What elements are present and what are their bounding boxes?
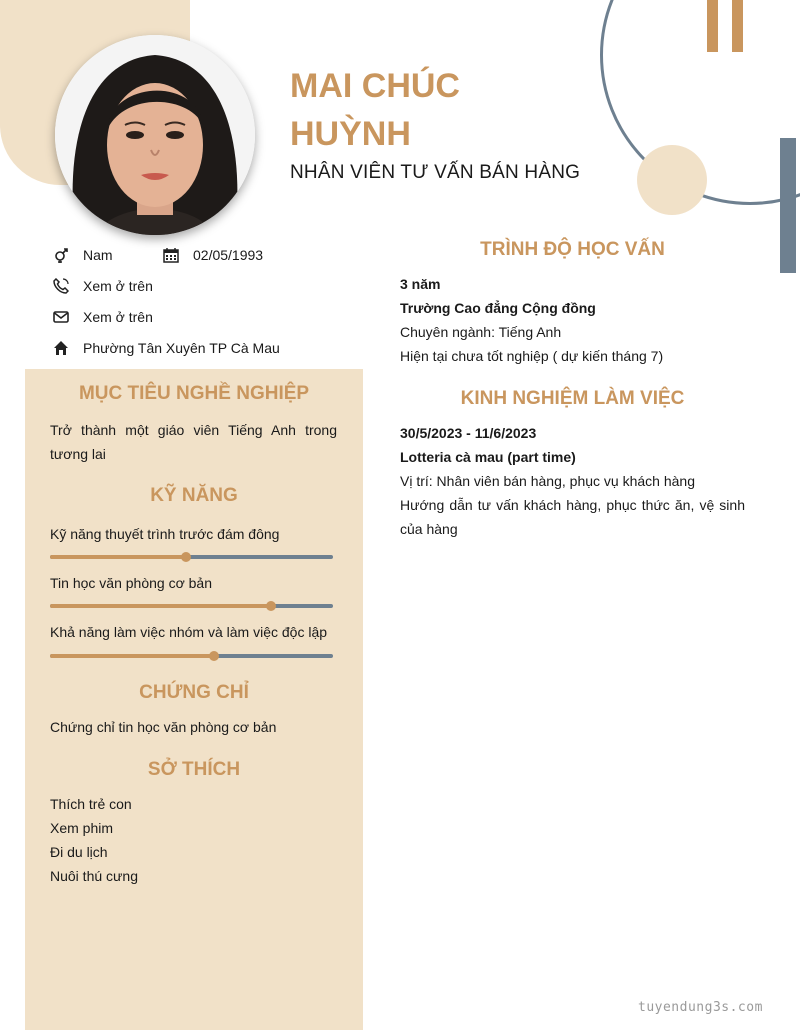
gender-value: Nam	[83, 247, 113, 263]
skill-label: Khả năng làm việc nhóm và làm việc độc lập	[50, 624, 328, 640]
hobby-item: Đi du lịch	[50, 844, 108, 860]
career-goal-title: MỤC TIÊU NGHỀ NGHIỆP	[78, 383, 310, 404]
address-value: Phường Tân Xuyên TP Cà Mau	[83, 340, 280, 356]
gender-icon	[52, 246, 70, 264]
experience-position: Vị trí: Nhân viên bán hàng, phục vụ khách hàng	[400, 473, 695, 489]
experience-company: Lotteria cà mau (part time)	[400, 449, 576, 465]
address-row	[52, 339, 280, 357]
birthdate-row	[162, 246, 263, 264]
skill-label: Tin học văn phòng cơ bản	[50, 575, 212, 591]
education-status: Hiện tại chưa tốt nghiệp ( dự kiến tháng 7)	[400, 348, 664, 364]
watermark: tuyendung3s.com	[638, 1000, 763, 1015]
profile-photo	[55, 35, 255, 235]
home-icon	[52, 339, 70, 357]
candidate-name	[290, 62, 460, 158]
skill-bar	[50, 555, 333, 559]
skills-title: KỸ NĂNG	[150, 485, 238, 506]
skill-bar-knob	[266, 601, 276, 611]
phone-icon	[52, 277, 70, 295]
decorative-side-strip	[780, 138, 796, 273]
education-duration: 3 năm	[400, 276, 441, 292]
skill-label: Kỹ năng thuyết trình trước đám đông	[50, 526, 280, 542]
skill-bar	[50, 604, 333, 608]
skill-bar-fill	[50, 555, 186, 559]
calendar-icon	[162, 246, 180, 264]
certificates-title: CHỨNG CHỈ	[139, 682, 249, 703]
hobby-item: Nuôi thú cưng	[50, 868, 138, 884]
hobbies-title: SỞ THÍCH	[147, 759, 241, 780]
job-title: NHÂN VIÊN TƯ VẤN BÁN HÀNG	[290, 162, 581, 183]
career-goal-text: Trở thành một giáo viên Tiếng Anh trong tương lai	[50, 422, 337, 462]
decorative-bars	[707, 0, 743, 52]
skill-bar-fill	[50, 604, 271, 608]
experience-period: 30/5/2023 - 11/6/2023	[400, 425, 537, 441]
decorative-bar	[732, 0, 743, 52]
birthdate-value: 02/05/1993	[193, 247, 264, 263]
envelope-icon	[52, 308, 70, 326]
phone-row	[52, 277, 153, 295]
hobby-item: Xem phim	[50, 820, 114, 836]
portrait-illustration	[55, 35, 255, 235]
experience-description: Hướng dẫn tư vấn khách hàng, phục thức ăn, vệ sinh của hàng	[400, 497, 745, 537]
name-line-2: HUỲNH	[290, 115, 411, 153]
education-title: TRÌNH ĐỘ HỌC VẤN	[480, 239, 665, 260]
education-school: Trường Cao đẳng Cộng đồng	[400, 300, 596, 316]
skill-bar-knob	[181, 552, 191, 562]
hobby-item: Thích trẻ con	[50, 796, 132, 812]
phone-value: Xem ở trên	[83, 278, 153, 294]
name-line-1: MAI CHÚC	[290, 67, 460, 105]
decorative-bar	[707, 0, 718, 52]
skill-bar	[50, 654, 333, 658]
gender-row	[52, 246, 113, 264]
experience-title: KINH NGHIỆM LÀM VIỆC	[460, 388, 685, 409]
email-row	[52, 308, 153, 326]
email-value: Xem ở trên	[83, 309, 153, 325]
decorative-dot	[637, 145, 707, 215]
education-major: Chuyên ngành: Tiếng Anh	[400, 324, 562, 340]
skill-bar-fill	[50, 654, 214, 658]
certificate-item: Chứng chỉ tin học văn phòng cơ bản	[50, 719, 277, 735]
